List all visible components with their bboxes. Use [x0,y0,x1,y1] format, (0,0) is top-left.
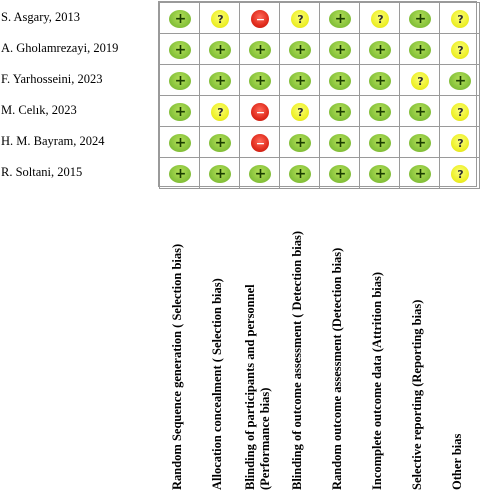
grid-cell [359,95,400,127]
grid-cell [399,126,440,158]
grid-cell [439,126,480,158]
grid-cell [239,64,280,96]
low-risk-dot: + [169,103,191,121]
low-risk-dot: + [449,72,471,90]
grid-cell [279,157,320,189]
low-risk-dot: + [169,10,191,28]
grid-cell [439,95,480,127]
grid-cell [399,157,440,189]
low-risk-dot: + [249,41,271,59]
domain-label: Other bias [450,433,465,490]
low-risk-dot: + [289,134,311,152]
low-risk-dot: + [169,134,191,152]
low-risk-dot: + [209,134,231,152]
grid-cell [199,2,240,34]
low-risk-dot: + [329,134,351,152]
grid-cell [399,2,440,34]
low-risk-dot: + [329,103,351,121]
low-risk-dot: + [169,72,191,90]
low-risk-dot: + [369,165,391,183]
grid-cell [159,64,200,96]
grid-cell [239,157,280,189]
grid-cell [159,126,200,158]
grid-cell [279,2,320,34]
grid-cell [239,95,280,127]
low-risk-dot: + [249,165,271,183]
grid-cell [319,64,360,96]
high-risk-dot: − [251,134,269,152]
high-risk-dot: − [251,10,269,28]
unclear-risk-dot: ? [291,10,309,28]
unclear-risk-dot: ? [451,103,469,121]
domain-label: Allocation concealment ( Selection bias) [210,278,225,490]
low-risk-dot: + [169,165,191,183]
grid-cell [439,2,480,34]
unclear-risk-dot: ? [451,10,469,28]
study-label: R. Soltani, 2015 [1,165,83,179]
low-risk-dot: + [209,72,231,90]
unclear-risk-dot: ? [451,134,469,152]
low-risk-dot: + [169,41,191,59]
grid-cell [359,2,400,34]
unclear-risk-dot: ? [211,10,229,28]
grid-cell [399,33,440,65]
grid-cell [159,2,200,34]
grid-cell [319,157,360,189]
grid-cell [199,126,240,158]
grid-cell [399,64,440,96]
risk-of-bias-grid [158,1,477,187]
unclear-risk-dot: ? [291,103,309,121]
grid-cell [159,157,200,189]
grid-cell [199,157,240,189]
grid-cell [199,64,240,96]
grid-cell [359,157,400,189]
low-risk-dot: + [329,10,351,28]
study-label: F. Yarhosseini, 2023 [1,72,103,86]
grid-cell [279,95,320,127]
domain-label: Incomplete outcome data (Attrition bias) [370,271,385,490]
unclear-risk-dot: ? [451,41,469,59]
low-risk-dot: + [369,72,391,90]
low-risk-dot: + [329,41,351,59]
grid-cell [319,33,360,65]
low-risk-dot: + [289,41,311,59]
low-risk-dot: + [409,41,431,59]
grid-cell [239,2,280,34]
study-label: M. Celık, 2023 [1,103,77,117]
grid-cell [159,95,200,127]
low-risk-dot: + [329,72,351,90]
grid-cell [439,157,480,189]
low-risk-dot: + [289,72,311,90]
unclear-risk-dot: ? [211,103,229,121]
unclear-risk-dot: ? [371,10,389,28]
low-risk-dot: + [369,41,391,59]
domain-label: Selective reporting (Reporting bias) [410,299,425,490]
study-label: A. Gholamrezayi, 2019 [1,41,119,55]
grid-cell [319,126,360,158]
low-risk-dot: + [409,103,431,121]
low-risk-dot: + [329,165,351,183]
high-risk-dot: − [251,103,269,121]
low-risk-dot: + [409,165,431,183]
grid-cell [199,33,240,65]
study-label: H. M. Bayram, 2024 [1,134,105,148]
grid-cell [359,126,400,158]
grid-cell [279,126,320,158]
grid-cell [239,33,280,65]
grid-cell [279,33,320,65]
grid-cell [359,33,400,65]
low-risk-dot: + [249,72,271,90]
grid-cell [359,64,400,96]
low-risk-dot: + [369,134,391,152]
domain-label: Blinding of participants and personnel [242,284,257,490]
grid-cell [399,95,440,127]
grid-cell [239,126,280,158]
domain-label: (Performance bias) [257,387,272,490]
domain-label: Random Sequence generation ( Selection bias) [170,243,185,490]
low-risk-dot: + [409,10,431,28]
unclear-risk-dot: ? [411,72,429,90]
grid-cell [319,95,360,127]
grid-cell [319,2,360,34]
grid-cell [439,64,480,96]
unclear-risk-dot: ? [451,165,469,183]
low-risk-dot: + [289,165,311,183]
low-risk-dot: + [209,41,231,59]
grid-cell [439,33,480,65]
low-risk-dot: + [209,165,231,183]
grid-cell [279,64,320,96]
domain-label: Blinding of outcome assessment ( Detection bias) [290,230,305,490]
grid-cell [199,95,240,127]
low-risk-dot: + [409,134,431,152]
domain-label: Random outcome assessment (Detection bias) [330,247,345,490]
study-label: S. Asgary, 2013 [1,10,81,24]
grid-cell [159,33,200,65]
low-risk-dot: + [369,103,391,121]
